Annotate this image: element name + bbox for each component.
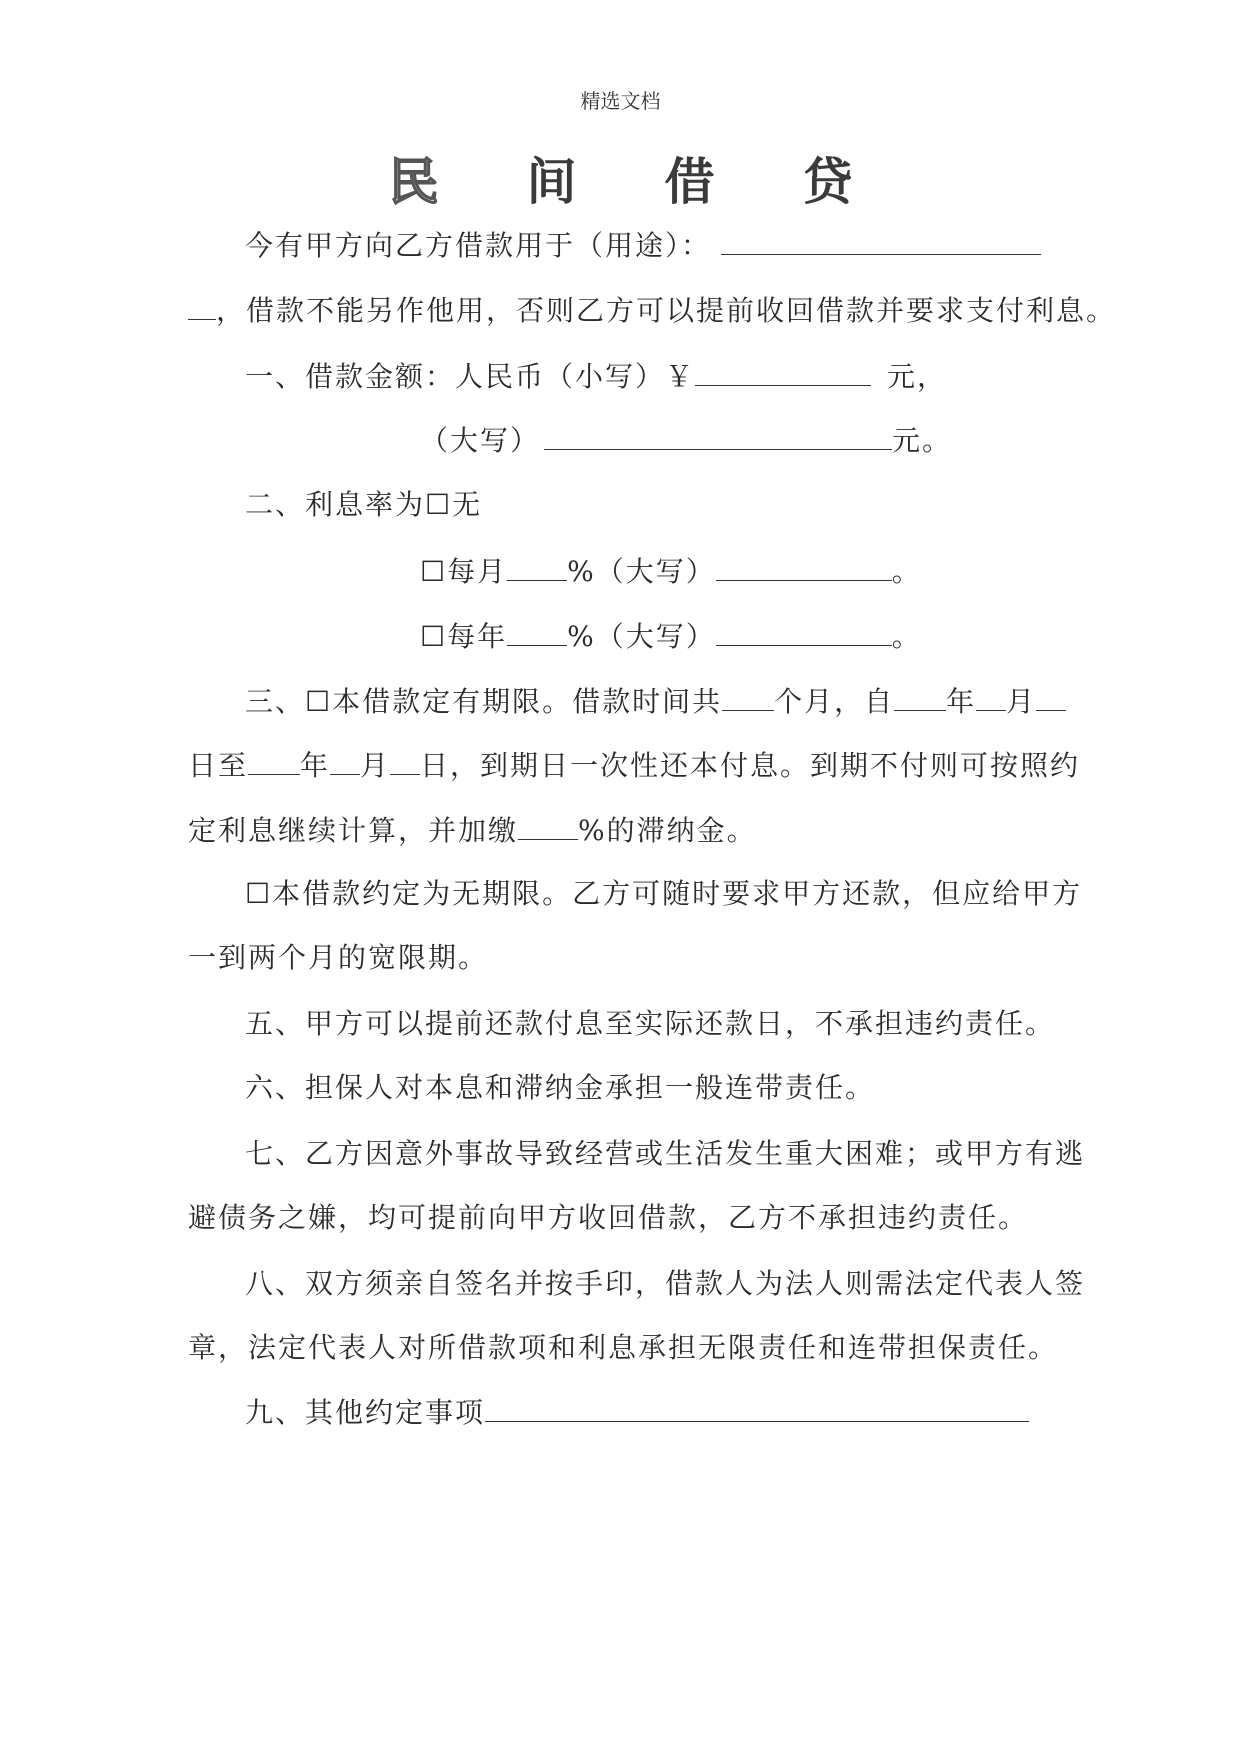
monthly-rate-option[interactable]: ☐每月	[420, 555, 508, 588]
start-year-blank[interactable]	[894, 682, 946, 711]
late-fee-line	[188, 811, 757, 851]
term-months-label: 个月，自	[774, 685, 895, 718]
no-term-option[interactable]: ☐本借款约定为无期限。乙方可随时要求甲方还款，但应给甲方	[245, 877, 1083, 910]
interest-line: 二、利息率为☐无	[245, 488, 483, 521]
other-terms-label: 九、其他约定事项	[245, 1396, 486, 1429]
end-month-label: 月	[360, 749, 391, 782]
clause-seven: 七、乙方因意外事故导致经营或生活发生重大困难；或甲方有逃	[245, 1137, 1086, 1170]
page-header: 精选文档	[580, 89, 661, 113]
yearly-rate-end: 。	[891, 620, 922, 653]
yearly-rate-words-label: %（大写）	[567, 620, 716, 653]
purpose-line	[245, 226, 1041, 266]
term-months-blank[interactable]	[722, 682, 774, 711]
monthly-rate-words-label: %（大写）	[567, 555, 716, 588]
repayment-text: 日，到期日一次性还本付息。到期不付则可按照约	[420, 749, 1081, 782]
monthly-rate-end: 。	[891, 555, 922, 588]
late-fee-unit: %的滞纳金。	[578, 814, 757, 847]
amount-words-unit: 元。	[892, 424, 953, 457]
end-day-blank[interactable]	[390, 746, 420, 775]
other-terms-blank[interactable]	[485, 1393, 1029, 1422]
document-title	[0, 150, 1241, 214]
purpose-label: 今有甲方向乙方借款用于（用途）：	[245, 229, 712, 262]
purpose-blank-continued[interactable]	[188, 291, 216, 320]
amount-words-label: （大写）	[420, 424, 541, 457]
clause-nine	[245, 1393, 1029, 1433]
purpose-blank[interactable]	[721, 226, 1041, 255]
start-month-label: 月	[1006, 685, 1037, 718]
late-fee-rate-blank[interactable]	[518, 811, 578, 840]
monthly-rate-blank[interactable]	[507, 552, 567, 581]
yearly-rate-line	[420, 617, 922, 657]
clause-seven-continued: 避债务之嫌，均可提前向甲方收回借款，乙方不承担违约责任。	[188, 1201, 1029, 1234]
amount-words-blank[interactable]	[544, 421, 892, 450]
fixed-term-option[interactable]: 三、☐本借款定有期限。借款时间共	[245, 685, 723, 718]
yearly-rate-option[interactable]: ☐每年	[420, 620, 508, 653]
monthly-rate-words-blank[interactable]	[716, 552, 892, 581]
amount-label: 一、借款金额：人民币（小写）￥	[245, 360, 696, 393]
end-year-blank[interactable]	[248, 746, 300, 775]
title-char-1: 民	[388, 152, 439, 211]
amount-figures-blank[interactable]	[695, 357, 871, 386]
start-day-blank[interactable]	[1036, 682, 1066, 711]
clause-eight: 八、双方须亲自签名并按手印，借款人为法人则需法定代表人签	[245, 1267, 1086, 1300]
start-month-blank[interactable]	[976, 682, 1006, 711]
title-char-3: 借	[664, 152, 715, 211]
title-char-4: 贷	[802, 152, 853, 211]
clause-eight-continued: 章，法定代表人对所借款项和利息承担无限责任和连带担保责任。	[188, 1331, 1059, 1364]
purpose-continuation	[188, 291, 1116, 331]
amount-words-line	[420, 421, 952, 461]
late-fee-label: 定利息继续计算，并加缴	[188, 814, 519, 847]
end-date-label: 日至	[188, 749, 249, 782]
yearly-rate-blank[interactable]	[507, 617, 567, 646]
title-char-2: 间	[526, 152, 577, 211]
clause-five: 五、甲方可以提前还款付息至实际还款日，不承担违约责任。	[245, 1007, 1056, 1040]
grace-period-text: 一到两个月的宽限期。	[188, 941, 489, 974]
end-month-blank[interactable]	[330, 746, 360, 775]
amount-unit: 元，	[887, 360, 948, 393]
term-line-2	[188, 746, 1080, 786]
term-line	[245, 682, 1066, 722]
end-year-label: 年	[300, 749, 331, 782]
clause-six: 六、担保人对本息和滞纳金承担一般连带责任。	[245, 1071, 876, 1104]
yearly-rate-words-blank[interactable]	[716, 617, 892, 646]
amount-line	[245, 357, 947, 397]
monthly-rate-line	[420, 552, 922, 592]
start-year-label: 年	[946, 685, 977, 718]
purpose-restriction-text: ，借款不能另作他用，否则乙方可以提前收回借款并要求支付利息。	[216, 294, 1117, 327]
